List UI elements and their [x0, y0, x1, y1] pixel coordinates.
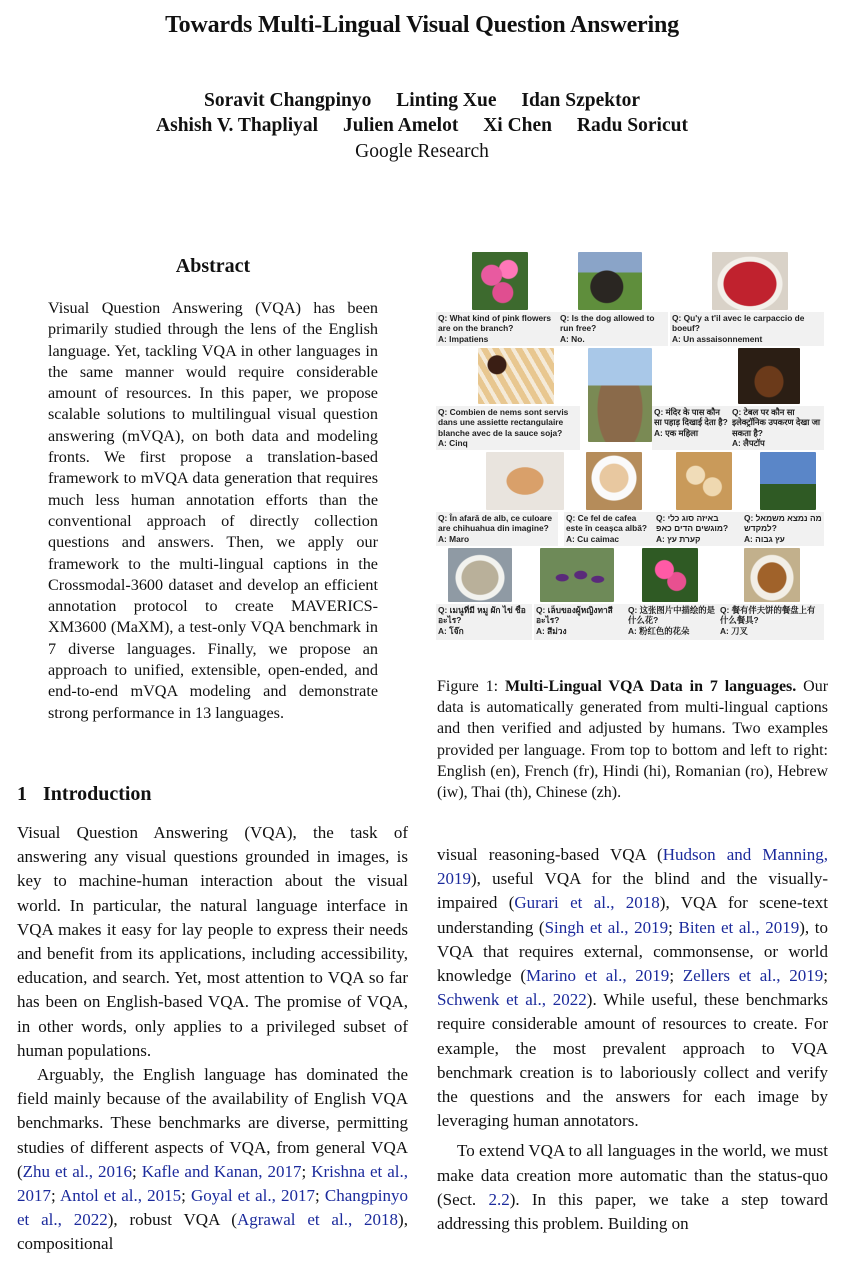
qa-example [564, 512, 654, 546]
citation-link[interactable]: Biten et al., 2019 [678, 917, 800, 937]
citation-link[interactable]: Marino et al., 2019 [526, 966, 670, 986]
intro-right-column [437, 843, 828, 1236]
question-text: Q: În afară de alb, ce culoare are chihuahua din imagine? [438, 513, 553, 534]
question-text: Q: Is the dog allowed to run free? [560, 313, 655, 334]
answer-text: A: Cinq [438, 438, 468, 449]
paragraph-text: To extend VQA to all languages in the world, we must make data creation more automatic than the status-quo (Sect. [437, 1141, 828, 1209]
question-text: Q: टेबल पर कौन सा इलेक्ट्रॉनिक उपकरण देखा जा सकता है? [732, 407, 821, 438]
answer-text: A: Impatiens [438, 333, 489, 344]
answer-text: A: एक महिला [654, 427, 699, 438]
figure-caption [437, 676, 828, 803]
question-text: Q: באיזה סוג כלי מוגשים הדים כאפ? [656, 513, 729, 534]
flowers-photo [472, 252, 528, 310]
paragraph-text: Visual Question Answering (VQA), the task of answering any visual questions grounded in images, is key to machine-human interaction about the visual world. In particular, the natural language interface in VQA makes it easy for lay people to express their needs and benefit from its applications, including accessibility, education, and search. Yet, most attention to VQA so far has been on English-based VQA. The promise of VQA, in other words, only applies to a privileged subset of human populations. [17, 823, 408, 1060]
qa-example [558, 312, 668, 346]
answer-text: A: עץ גבוה [744, 533, 785, 544]
paragraph-text: ; [301, 1161, 312, 1181]
qa-example [436, 406, 580, 450]
answer-text: A: קערת עץ [656, 533, 701, 544]
citation-link[interactable]: Schwenk et al., 2022 [437, 990, 587, 1010]
qa-example [436, 512, 558, 546]
paragraph [437, 1139, 828, 1236]
question-text: Q: Combien de nems sont servis dans une assiette rectangulaire blanche avec de la sauce soja? [438, 407, 569, 438]
porridge-photo [448, 548, 512, 602]
paper-title: Towards Multi-Lingual Visual Question Answering [165, 12, 679, 38]
answer-text: A: Maro [438, 533, 470, 544]
paragraph-text: ; [51, 1186, 60, 1206]
coffee-photo [586, 452, 642, 510]
qa-example [730, 406, 824, 450]
paragraph-text: ), to VQA that requires external, commonsense, or world knowledge ( [437, 917, 828, 986]
paragraph-text: ; [181, 1186, 191, 1206]
abstract-body: Visual Question Answering (VQA) has been primarily studied through the lens of the English language. Yet, tackling VQA in other languages in the same manner would require considerable amount of resources. In this paper, we propose scalable solutions to multilingual visual question answering (mVQA), on both data and modeling fronts. We first propose a translation-based framework to mVQA data generation that requires much less human annotation efforts than the conventional approach of directly collection questions and answers. Then, we apply our framework to the multi-lingual captions in the Crossmodal-3600 dataset and develop an efficient annotation protocol to create MAVERICS-XM3600 (MaXM), a test-only VQA benchmark in 7 diverse languages. Finally, we propose an approach to unified, extensible, open-ended, and end-to-end mVQA modeling and demonstrate strong performance in 13 languages. [48, 299, 378, 722]
qa-example [534, 604, 626, 640]
dog-photo [578, 252, 642, 310]
question-text: Q: מה נמצא משמאל למקדש? [744, 513, 822, 534]
caption-text: Our data is automatically generated from multi-lingual captions and then verified and adjusted by humans. Two examples provided per language. From top to bottom and left to right: English (en), French (fr), Hindi (hi), Romanian (ro), Hebrew (iw), Thai (th), Chinese (zh). [437, 678, 829, 802]
question-text: Q: मंदिर के पास कौन सा पहाड़ दिखाई देता है? [654, 407, 728, 428]
caption-title: Multi-Lingual VQA Data in 7 languages. [504, 678, 797, 695]
plate-photo [744, 548, 800, 602]
author-name: Julien Amelot [342, 115, 459, 136]
answer-text: A: 刀叉 [720, 625, 748, 636]
citation-link[interactable]: Hudson and Manning, 2019 [437, 845, 829, 889]
section-heading [17, 783, 152, 806]
author-name: Soravit Changpinyo [203, 90, 372, 111]
citation-link[interactable]: Gurari et al., 2018 [514, 893, 660, 913]
question-text: Q: What kind of pink flowers are on the branch? [438, 313, 552, 334]
tree-photo [760, 452, 816, 510]
citation-link[interactable]: Agrawal et al., 2018 [236, 1210, 399, 1230]
paragraph-text: ). In this paper, we take a step toward addressing this problem. Building on [437, 1189, 829, 1234]
section-title: Introduction [43, 783, 152, 805]
figure-1 [430, 252, 830, 642]
caption-label: Figure 1: [437, 678, 499, 695]
qa-example [670, 312, 824, 346]
answer-text: A: สีม่วง [536, 625, 567, 636]
question-text: Q: Qu'y a t'il avec le carpaccio de boeuf? [672, 313, 805, 334]
restaurant-photo [738, 348, 800, 404]
author-line-2 [0, 115, 844, 137]
paragraph-text: ), robust VQA ( [107, 1210, 237, 1230]
question-text: Q: เล็บของผู้หญิงทาสี อะไร? [536, 605, 613, 626]
qa-example [742, 512, 824, 546]
answer-text: A: 粉红色的花朵 [628, 625, 690, 636]
author-name: Linting Xue [396, 90, 497, 111]
citation-link[interactable]: Zellers et al., 2019 [682, 966, 824, 986]
qa-example [436, 312, 564, 346]
paragraph-text: ; [669, 966, 683, 986]
citation-link[interactable]: 2.2 [488, 1189, 510, 1209]
qa-example [654, 512, 742, 546]
answer-text: A: โจ๊ก [438, 625, 464, 636]
citation-link[interactable]: Zhu et al., 2016 [22, 1161, 132, 1181]
author-name: Idan Szpektor [521, 90, 641, 111]
temple-photo [588, 348, 652, 442]
pink-flowers-photo [642, 548, 698, 602]
nails-photo [540, 548, 614, 602]
citation-link[interactable]: Changpinyo et al., 2022 [17, 1186, 408, 1230]
paragraph-text: ), VQA for scene-text understanding ( [437, 893, 828, 937]
answer-text: A: Cu caimac [566, 533, 620, 544]
citation-link[interactable]: Singh et al., 2019 [544, 917, 669, 937]
section-number: 1 [17, 783, 27, 805]
author-name: Radu Soricut [576, 115, 688, 136]
author-name: Ashish V. Thapliyal [156, 115, 319, 136]
intro-left-column [17, 821, 408, 1257]
citation-link[interactable]: Krishna et al., 2017 [17, 1161, 409, 1206]
question-text: Q: Ce fel de cafea este în ceașca albă? [566, 513, 648, 534]
chihuahua-photo [486, 452, 564, 510]
citation-link[interactable]: Goyal et al., 2017 [191, 1186, 316, 1206]
abstract-heading: Abstract [175, 255, 251, 277]
answer-text: A: लैपटॉप [732, 438, 765, 449]
paragraph-text: ), compositional [17, 1210, 408, 1254]
citation-link[interactable]: Antol et al., 2015 [59, 1186, 182, 1206]
author-name: Xi Chen [483, 115, 553, 136]
paragraph [17, 821, 408, 1063]
paragraph-text: visual reasoning-based VQA ( [437, 845, 663, 864]
question-text: Q: 这张图片中描绘的是什么花? [628, 605, 716, 626]
qa-example [626, 604, 722, 640]
question-text: Q: 餐有伴夫饼的餐盘上有什么餐具? [720, 605, 816, 626]
paragraph-text: ; [668, 917, 679, 937]
spring-rolls-photo [478, 348, 554, 404]
paragraph-text: ; [823, 966, 828, 986]
affiliation: Google Research [355, 141, 489, 162]
qa-example [718, 604, 824, 640]
qa-example [436, 604, 532, 640]
citation-link[interactable]: Kafle and Kanan, 2017 [141, 1161, 302, 1181]
qa-example [652, 406, 730, 450]
answer-text: A: Un assaisonnement [672, 333, 763, 344]
carpaccio-photo [712, 252, 788, 310]
paragraph [437, 843, 828, 1133]
paragraph-text: ), useful VQA for the blind and the visually-impaired ( [437, 869, 828, 913]
paragraph-text: ; [315, 1186, 325, 1206]
question-text: Q: เมนูที่มี หมู ผัก ไข่ ชื่อ อะไร? [438, 605, 526, 626]
dumplings-photo [676, 452, 732, 510]
paragraph [17, 1063, 408, 1257]
author-line-1 [0, 90, 844, 112]
paragraph-text: ; [132, 1161, 142, 1181]
answer-text: A: No. [560, 333, 585, 344]
paragraph-text: Arguably, the English language has dominated the field mainly because of the availability of English VQA benchmarks. These benchmarks are diverse, permitting studies of different aspects of VQA, from general VQA ( [17, 1065, 408, 1181]
paragraph-text: ). While useful, these benchmarks require considerable amount of resources to create. For example, the most prevalent approach to VQA benchmark creation is to laboriously collect and verify the questions and the answers for each image by leveraging human annotators. [437, 990, 828, 1131]
